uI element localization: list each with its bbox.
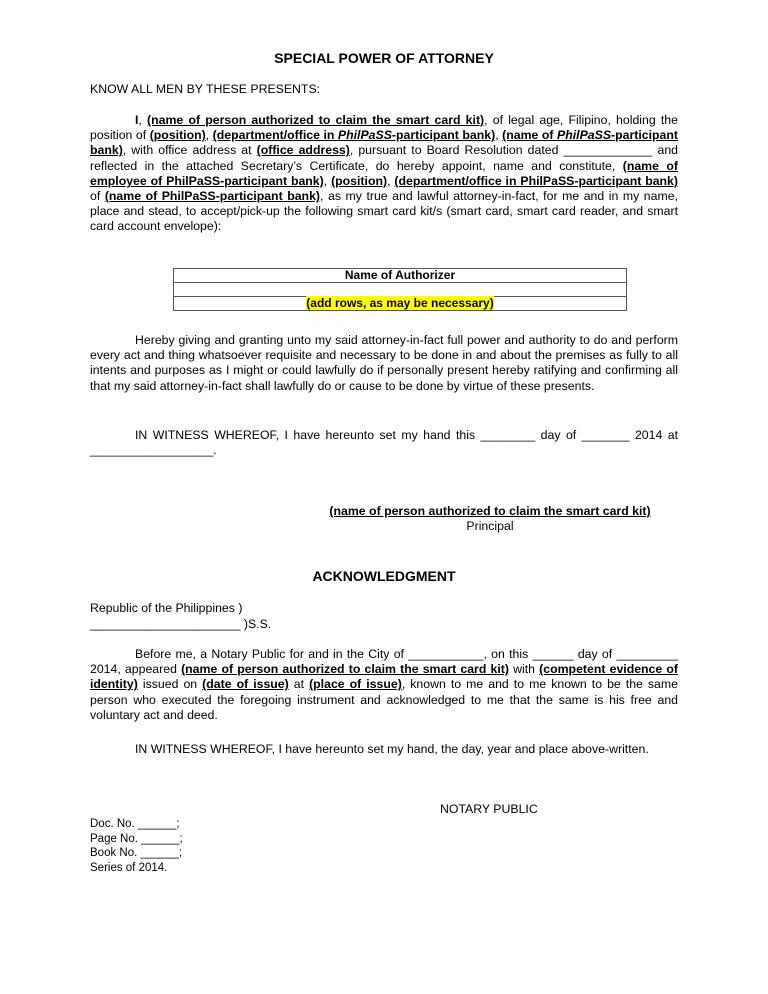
evidence-placeholder: (competent evidence of identity): [90, 662, 679, 692]
know-all-heading: KNOW ALL MEN BY THESE PRESENTS:: [90, 82, 321, 96]
venue-block: Republic of the Philippines ) ______________________ )S.S.: [90, 601, 272, 631]
document-title: SPECIAL POWER OF ATTORNEY: [274, 50, 494, 66]
acknowledgment-title: ACKNOWLEDGMENT: [312, 568, 456, 584]
position-placeholder: (position): [149, 128, 206, 143]
witness-paragraph: IN WITNESS WHEREOF, I have hereunto set my hand this ________ day of _______ 2014 at __________________.: [90, 428, 678, 458]
page-no: Page No. ______;: [90, 832, 183, 845]
principal-role: Principal: [466, 519, 514, 533]
office-address-placeholder: (office address): [256, 143, 350, 158]
appointment-paragraph: I, (name of person authorized to claim the smart card kit), of legal age, Filipino, holding the position of (position), (department/office in PhilPaSS-participant bank), (name of PhilPaSS-participant bank), with office address at (office address), pursuant to Board Resolution dated _____________ and reflected in the attached Secretary’s Certificate, do hereby appoint, name and constitute, (name of employee of PhilPaSS-participant bank), (position), (department/office in PhilPaSS-participant bank) of (name of PhilPaSS-participant bank), as my true and lawful attorney-in-fact, for me and in my name, place and stead, to accept/pick-up the following smart card kit/s (smart card, smart card reader, and smart card account envelope):: [90, 113, 679, 234]
grant-paragraph: Hereby giving and granting unto my said attorney-in-fact full power and authority to do and perform every act and thing whatsoever requisite and necessary to be done in and about the premises as fully to all intents and purposes as I might or could lawfully do if personally present hereby ratifying and confirming all that my said attorney-in-fact shall lawfully do or cause to be done by virtue of these presents.: [90, 333, 678, 393]
book-no: Book No. ______;: [90, 847, 183, 859]
authorizer-row: [174, 283, 627, 297]
principal-signature-name: (name of person authorized to claim the smart card kit): [329, 504, 651, 518]
employee-name-placeholder: (name of employee of PhilPaSS-participant bank): [90, 158, 679, 188]
notarial-register-block: [90, 817, 183, 875]
department-placeholder: (department/office in PhilPaSS-participant bank): [212, 128, 496, 143]
acknowledgment-paragraph: Before me, a Notary Public for and in the City of ___________, on this ______ day of _________ 2014, appeared (name of person authorized to claim the smart card kit) with (competent evidence of identity) issued on (date of issue) at (place of issue), known to me and to me known to be the same person who executed the foregoing instrument and acknowledged to me that the same is his free and voluntary act and deed.: [90, 647, 679, 722]
add-rows-note: (add rows, as may be necessary): [174, 297, 627, 311]
employee-bank-placeholder: (name of PhilPaSS-participant bank): [104, 189, 321, 204]
authorizer-table: [173, 268, 627, 311]
place-of-issue-placeholder: (place of issue): [309, 677, 402, 692]
employee-department-placeholder: (department/office in PhilPaSS-participant bank): [394, 173, 678, 188]
notary-public-label: NOTARY PUBLIC: [440, 802, 538, 816]
ack-principal-name-placeholder: (name of person authorized to claim the smart card kit): [181, 662, 509, 677]
date-of-issue-placeholder: (date of issue): [202, 677, 289, 692]
authorizer-header: Name of Authorizer: [174, 269, 627, 283]
employee-position-placeholder: (position): [331, 173, 388, 188]
principal-name-placeholder: (name of person authorized to claim the smart card kit): [147, 113, 485, 127]
series: Series of 2014.: [90, 861, 168, 874]
bank-name-placeholder: (name of PhilPaSS-participant bank): [90, 128, 678, 158]
doc-no: Doc. No. ______;: [90, 818, 180, 830]
principal-signature-block: [290, 504, 690, 534]
notary-witness-paragraph: IN WITNESS WHEREOF, I have hereunto set my hand, the day, year and place above-written.: [135, 742, 649, 756]
